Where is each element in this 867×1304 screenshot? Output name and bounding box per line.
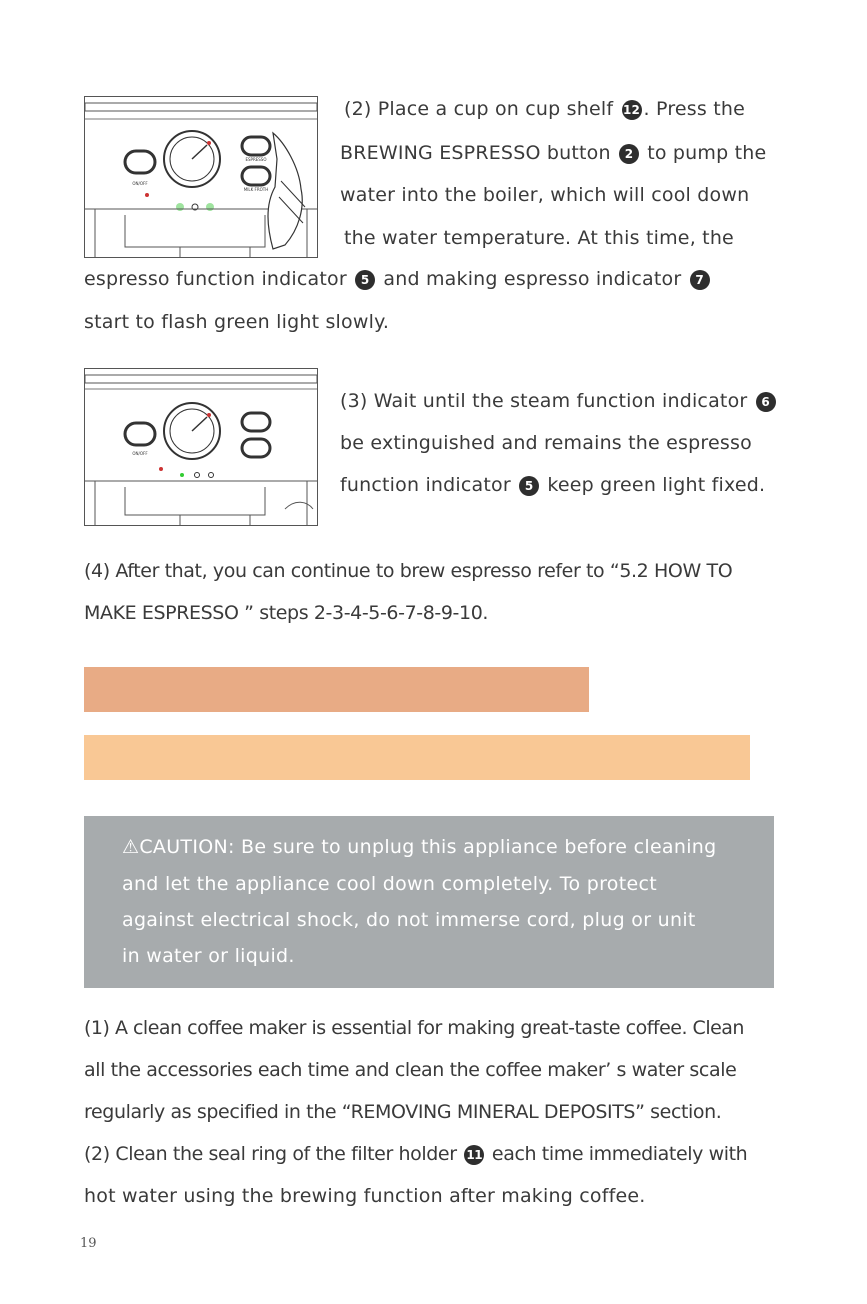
svg-text:ON/OFF: ON/OFF: [132, 451, 148, 456]
callout-2: 2: [619, 144, 639, 164]
step2-line5: espresso function indicator 5 and making espresso indicator 7: [84, 268, 712, 290]
page-number: 19: [80, 1236, 97, 1251]
control-panel-figure-pressing: [84, 96, 318, 258]
callout-11: 11: [464, 1145, 484, 1165]
callout-6: 6: [756, 392, 776, 412]
step2-line4: the water temperature. At this time, the: [344, 227, 734, 249]
step4-line1: (4) After that, you can continue to brew espresso refer to “5.2 HOW TO: [84, 560, 733, 582]
caution-box: [84, 816, 774, 988]
section-heading-bar: [84, 667, 589, 712]
espresso-label: ESPRESSO: [245, 157, 267, 162]
control-panel-illustration: [85, 97, 317, 257]
callout-5: 5: [355, 270, 375, 290]
step3-line3: function indicator 5 keep green light fixed.: [340, 474, 766, 496]
step2-line3: water into the boiler, which will cool down: [340, 184, 750, 206]
subsection-heading-bar: [84, 735, 750, 780]
step2-line6: start to flash green light slowly.: [84, 311, 390, 333]
caution-line3: against electrical shock, do not immerse cord, plug or unit: [122, 909, 696, 931]
caution-line4: in water or liquid.: [122, 945, 295, 967]
caution-line2: and let the appliance cool down completely. To protect: [122, 873, 657, 895]
control-panel-figure: [84, 368, 318, 526]
clean-line4: (2) Clean the seal ring of the filter holder 11 each time immediately with: [84, 1143, 748, 1165]
caution-line1: ⚠CAUTION: Be sure to unplug this appliance before cleaning: [122, 836, 717, 858]
clean-line5: hot water using the brewing function after making coffee.: [84, 1185, 646, 1207]
step4-line2: MAKE ESPRESSO ” steps 2-3-4-5-6-7-8-9-10.: [84, 602, 489, 624]
callout-7: 7: [690, 270, 710, 290]
step3-line2: be extinguished and remains the espresso: [340, 432, 752, 454]
step3-line1: (3) Wait until the steam function indicator 6: [340, 390, 778, 412]
step2-line1: (2) Place a cup on cup shelf 12 . Press the: [344, 98, 746, 120]
clean-line1: (1) A clean coffee maker is essential for making great-taste coffee. Clean: [84, 1017, 744, 1039]
control-panel-illustration-2: [85, 369, 317, 525]
step2-line2: BREWING ESPRESSO button 2 to pump the: [340, 142, 767, 164]
clean-line2: all the accessories each time and clean the coffee maker’ s water scale: [84, 1059, 737, 1081]
on-off-label: ON/OFF: [132, 181, 148, 186]
callout-12: 12: [622, 100, 642, 120]
milk-froth-label: MILK FROTH: [243, 187, 269, 192]
warning-triangle-icon: ⚠: [122, 836, 140, 858]
clean-line3: regularly as specified in the “REMOVING MINERAL DEPOSITS” section.: [84, 1101, 722, 1123]
callout-5: 5: [519, 476, 539, 496]
